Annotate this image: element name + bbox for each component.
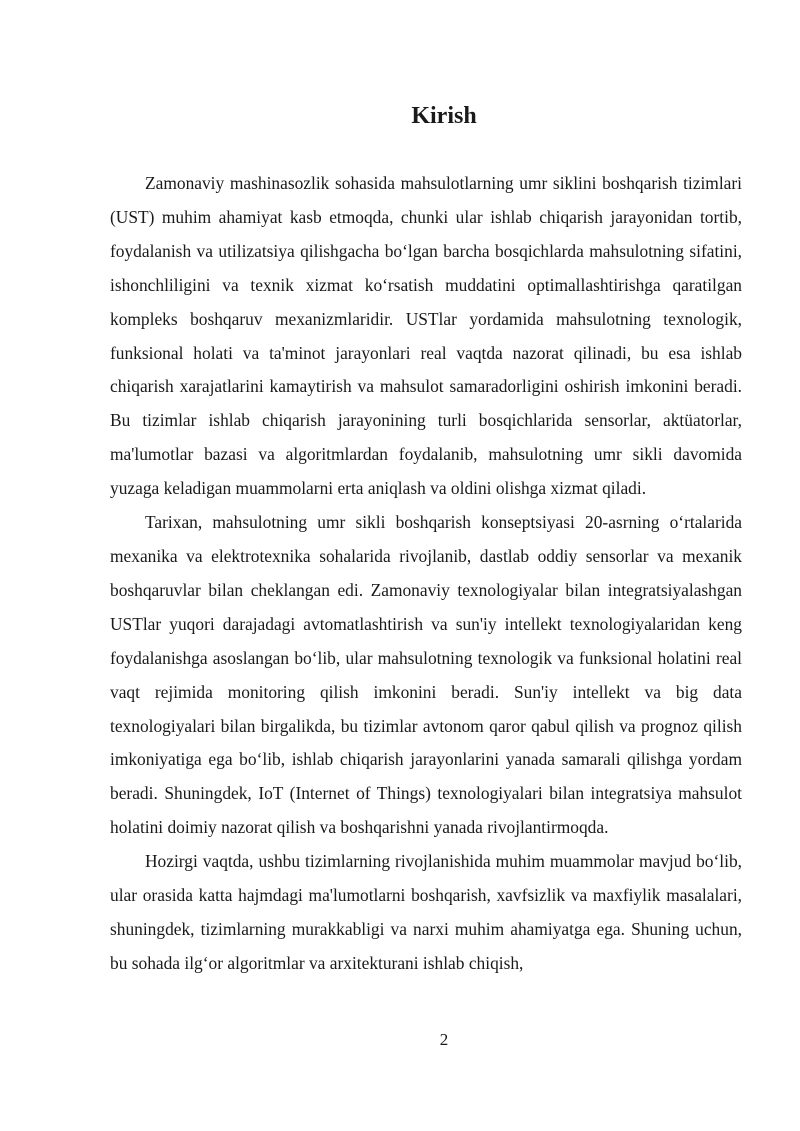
paragraph-1: Zamonaviy mashinasozlik sohasida mahsulotlarning umr siklini boshqarish tizimlari (UST) muhim ahamiyat kasb etmoqda, chunki ular ishlab chiqarish jarayonidan tortib, foydalanish va utilizatsiya qilishgacha bo‘lgan barcha bosqichlarda mahsulotning sifatini, ishonchliligini va texnik xizmat ko‘rsatish muddatini optimallashtirishga qaratilgan kompleks boshqaruv mexanizmlaridir. USTlar yordamida mahsulotning texnologik, funksional holati va ta'minot jarayonlari real vaqtda nazorat qilinadi, bu esa ishlab chiqarish xarajatlarini kamaytirish va mahsulot samaradorligini oshirish imkonini beradi. Bu tizimlar ishlab chiqarish jarayonining turli bosqichlarida sensorlar, aktüatorlar, ma'lumotlar bazasi va algoritmlardan foydalanib, mahsulotning umr sikli davomida yuzaga keladigan muammolarni erta aniqlash va oldini olishga xizmat qiladi. (110, 173, 742, 499)
body-text (110, 167, 742, 981)
paragraph-3: Hozirgi vaqtda, ushbu tizimlarning rivojlanishida muhim muammolar mavjud bo‘lib, ular orasida katta hajmdagi ma'lumotlarni boshqarish, xavfsizlik va maxfiylik masalalari, shuningdek, tizimlarning murakkabligi va narxi muhim ahamiyatga ega. Shuning uchun, bu sohada ilg‘or algoritmlar va arxitekturani ishlab chiqish, (110, 851, 742, 973)
section-title: Kirish (411, 103, 477, 129)
paragraph-2: Tarixan, mahsulotning umr sikli boshqarish konseptsiyasi 20-asrning o‘rtalarida mexanika va elektrotexnika sohalarida rivojlanib, dastlab oddiy sensorlar va mexanik boshqaruvlar bilan cheklangan edi. Zamonaviy texnologiyalar bilan integratsiyalashgan USTlar yuqori darajadagi avtomatlashtirish va sun'iy intellekt texnologiyalaridan keng foydalanishga asoslangan bo‘lib, ular mahsulotning texnologik va funksional holatini real vaqt rejimida monitoring qilish imkonini beradi. Sun'iy intellekt va big data texnologiyalari bilan birgalikda, bu tizimlar avtonom qaror qabul qilish va prognoz qilish imkoniyatiga ega bo‘lib, ishlab chiqarish jarayonlarini yanada samarali qilishga yordam beradi. Shuningdek, IoT (Internet of Things) texnologiyalari bilan integratsiya mahsulot holatini doimiy nazorat qilish va boshqarishni yanada rivojlantirmoqda. (110, 512, 742, 838)
page-number: 2 (439, 1030, 449, 1049)
